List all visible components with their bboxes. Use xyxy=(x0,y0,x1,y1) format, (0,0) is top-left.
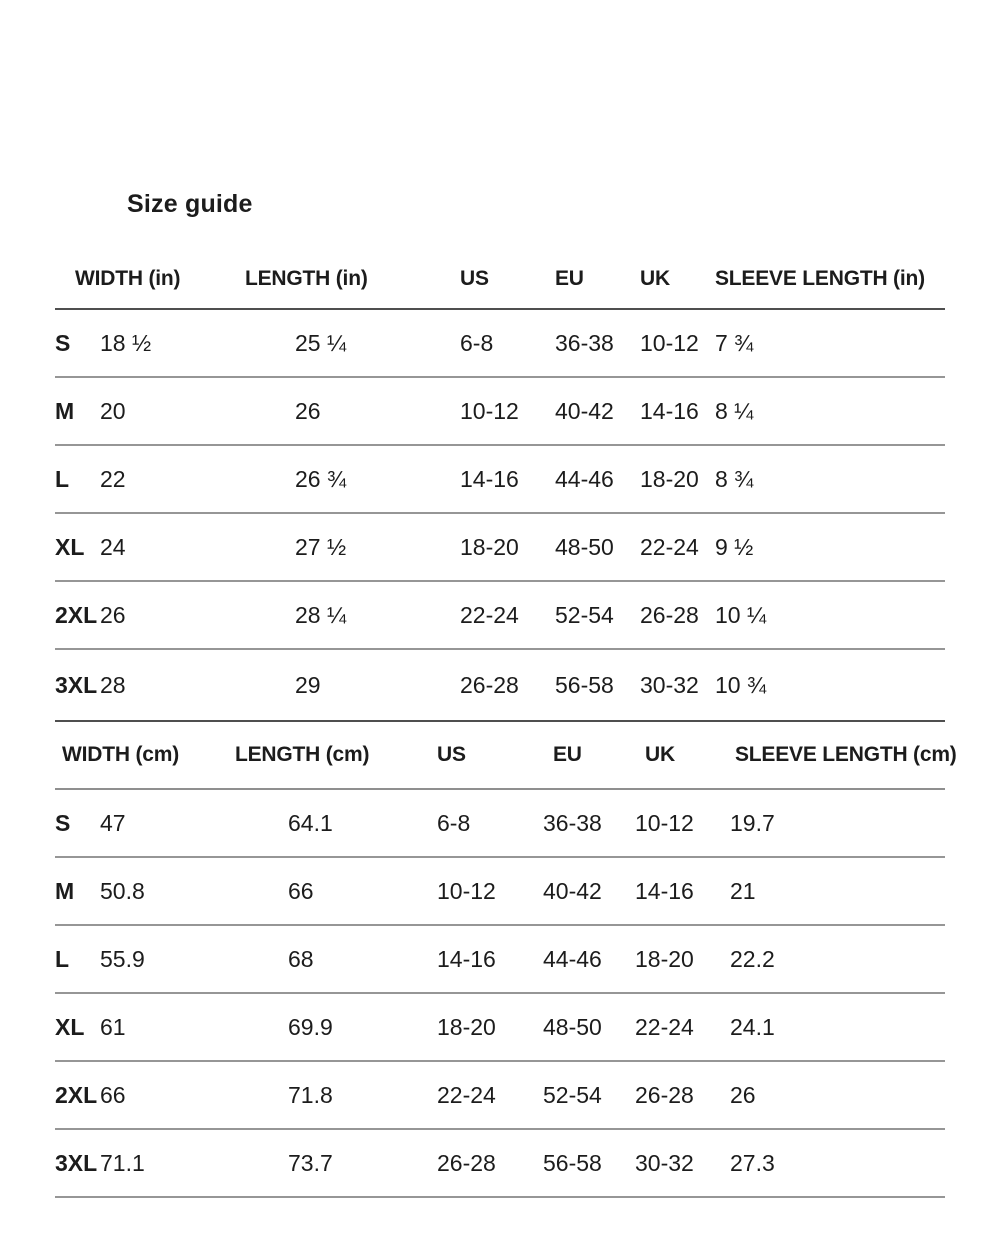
width-value: 18 ½ xyxy=(100,329,152,356)
sleeve-value: 10 ¾ xyxy=(715,671,767,698)
sleeve-value: 7 ¾ xyxy=(715,329,754,356)
sleeve-value: 10 ¼ xyxy=(715,601,767,628)
sleeve-value: 8 ¾ xyxy=(715,465,754,492)
width-value: 24 xyxy=(100,533,126,560)
eu-value: 52-54 xyxy=(555,601,614,628)
header-length-in: LENGTH (in) xyxy=(245,267,368,290)
size-label: S xyxy=(55,329,71,356)
header-uk: UK xyxy=(640,267,670,290)
uk-value: 26-28 xyxy=(640,601,699,628)
sleeve-value: 26 xyxy=(730,1081,756,1108)
size-label: 3XL xyxy=(55,1149,98,1176)
table-header-row xyxy=(55,250,945,310)
sleeve-value: 19.7 xyxy=(730,809,775,836)
uk-value: 22-24 xyxy=(635,1013,694,1040)
width-value: 22 xyxy=(100,465,126,492)
header-width-in: WIDTH (in) xyxy=(75,267,181,290)
length-value: 71.8 xyxy=(288,1081,333,1108)
length-value: 25 ¼ xyxy=(295,329,347,356)
page-title: Size guide xyxy=(127,190,253,218)
width-value: 66 xyxy=(100,1081,126,1108)
header-width-cm: WIDTH (cm) xyxy=(62,743,179,766)
uk-value: 26-28 xyxy=(635,1081,694,1108)
length-value: 66 xyxy=(288,877,314,904)
us-value: 18-20 xyxy=(437,1013,496,1040)
width-value: 20 xyxy=(100,397,126,424)
header-eu: EU xyxy=(553,743,582,766)
table-header-row xyxy=(55,722,957,790)
length-value: 27 ½ xyxy=(295,533,347,560)
table-row xyxy=(55,1130,945,1198)
length-value: 68 xyxy=(288,945,314,972)
us-value: 18-20 xyxy=(460,533,519,560)
width-value: 47 xyxy=(100,809,126,836)
table-row xyxy=(55,650,945,722)
size-label: XL xyxy=(55,533,85,560)
size-label: L xyxy=(55,465,70,492)
table-row xyxy=(55,378,945,446)
sleeve-value: 8 ¼ xyxy=(715,397,754,424)
length-value: 28 ¼ xyxy=(295,601,347,628)
width-value: 61 xyxy=(100,1013,126,1040)
eu-value: 36-38 xyxy=(543,809,602,836)
us-value: 26-28 xyxy=(460,671,519,698)
uk-value: 10-12 xyxy=(640,329,699,356)
us-value: 22-24 xyxy=(460,601,519,628)
table-row xyxy=(55,446,945,514)
width-value: 28 xyxy=(100,671,126,698)
size-label: L xyxy=(55,945,70,972)
table-row xyxy=(55,858,945,926)
header-uk: UK xyxy=(645,743,675,766)
table-row xyxy=(55,310,945,378)
header-us: US xyxy=(460,267,489,290)
length-value: 26 xyxy=(295,397,321,424)
eu-value: 40-42 xyxy=(555,397,614,424)
eu-value: 56-58 xyxy=(555,671,614,698)
uk-value: 18-20 xyxy=(640,465,699,492)
us-value: 10-12 xyxy=(460,397,519,424)
eu-value: 48-50 xyxy=(543,1013,602,1040)
eu-value: 48-50 xyxy=(555,533,614,560)
header-sleeve-length-cm: SLEEVE LENGTH (cm) xyxy=(735,743,957,766)
uk-value: 22-24 xyxy=(640,533,699,560)
table-row xyxy=(55,514,945,582)
us-value: 14-16 xyxy=(460,465,519,492)
size-table-centimeters xyxy=(55,722,957,1198)
width-value: 55.9 xyxy=(100,945,145,972)
sleeve-value: 27.3 xyxy=(730,1149,775,1176)
width-value: 26 xyxy=(100,601,126,628)
length-value: 73.7 xyxy=(288,1149,333,1176)
size-label: XL xyxy=(55,1013,85,1040)
header-us: US xyxy=(437,743,466,766)
sleeve-value: 22.2 xyxy=(730,945,775,972)
length-value: 29 xyxy=(295,671,321,698)
eu-value: 56-58 xyxy=(543,1149,602,1176)
table-row xyxy=(55,790,945,858)
sleeve-value: 21 xyxy=(730,877,756,904)
uk-value: 14-16 xyxy=(635,877,694,904)
sleeve-value: 9 ½ xyxy=(715,533,754,560)
us-value: 6-8 xyxy=(437,809,471,836)
eu-value: 44-46 xyxy=(543,945,602,972)
eu-value: 36-38 xyxy=(555,329,614,356)
length-value: 26 ¾ xyxy=(295,465,347,492)
width-value: 71.1 xyxy=(100,1149,145,1176)
header-sleeve-length-in: SLEEVE LENGTH (in) xyxy=(715,267,925,290)
uk-value: 30-32 xyxy=(640,671,699,698)
size-label: M xyxy=(55,397,75,424)
size-label: 2XL xyxy=(55,1081,98,1108)
table-row xyxy=(55,1062,945,1130)
size-label: 3XL xyxy=(55,671,98,698)
us-value: 6-8 xyxy=(460,329,494,356)
us-value: 14-16 xyxy=(437,945,496,972)
uk-value: 30-32 xyxy=(635,1149,694,1176)
uk-value: 14-16 xyxy=(640,397,699,424)
header-length-cm: LENGTH (cm) xyxy=(235,743,370,766)
us-value: 22-24 xyxy=(437,1081,496,1108)
size-label: M xyxy=(55,877,75,904)
table-row xyxy=(55,994,945,1062)
table-row xyxy=(55,926,945,994)
size-table-inches xyxy=(55,250,945,722)
width-value: 50.8 xyxy=(100,877,145,904)
eu-value: 52-54 xyxy=(543,1081,602,1108)
eu-value: 40-42 xyxy=(543,877,602,904)
size-label: 2XL xyxy=(55,601,98,628)
eu-value: 44-46 xyxy=(555,465,614,492)
us-value: 10-12 xyxy=(437,877,496,904)
uk-value: 18-20 xyxy=(635,945,694,972)
table-row xyxy=(55,582,945,650)
us-value: 26-28 xyxy=(437,1149,496,1176)
size-label: S xyxy=(55,809,71,836)
sleeve-value: 24.1 xyxy=(730,1013,775,1040)
length-value: 64.1 xyxy=(288,809,333,836)
length-value: 69.9 xyxy=(288,1013,333,1040)
uk-value: 10-12 xyxy=(635,809,694,836)
header-eu: EU xyxy=(555,267,584,290)
